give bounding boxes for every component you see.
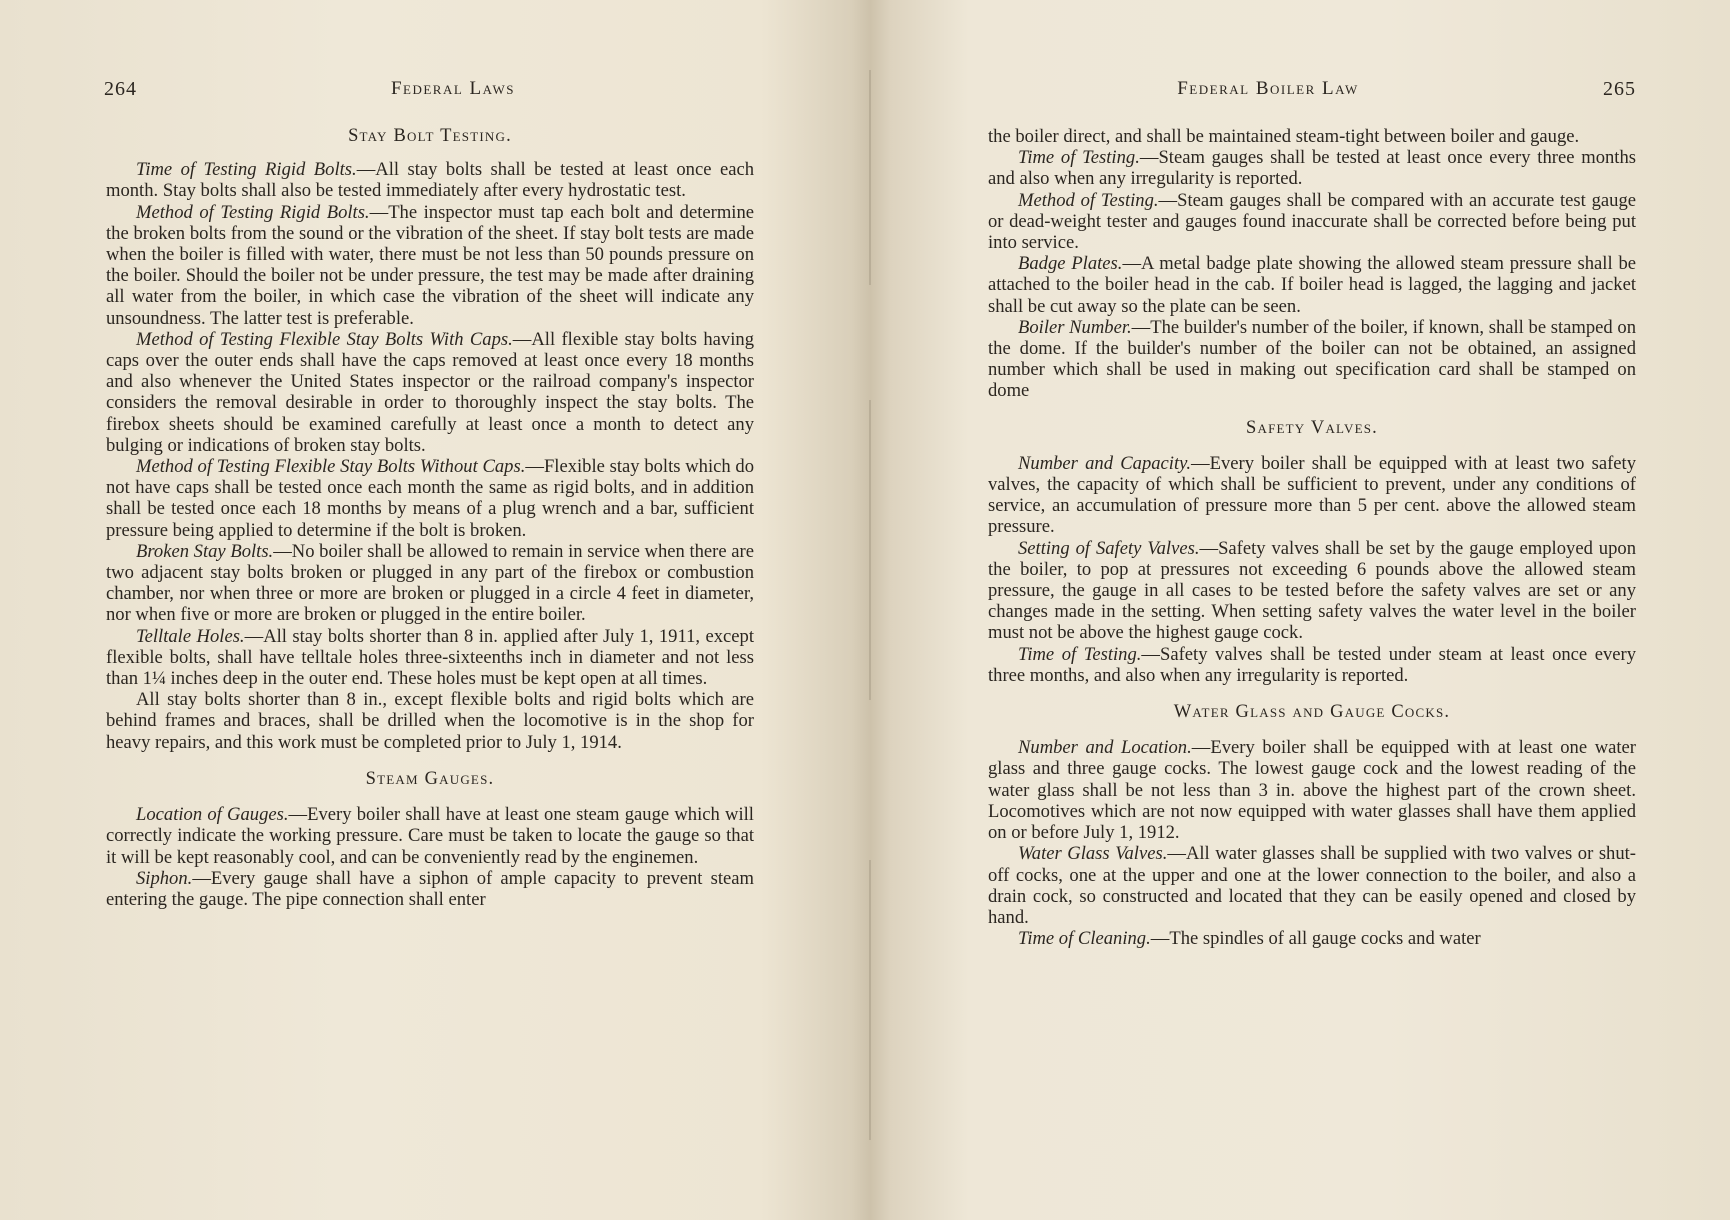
- paragraph-text: —Every boiler shall have at least one steam gauge which will correctly indicate the working pressure. Care must be taken to locate the gauge so that it will be kept reasonably cool, and can be conveniently read by the enginemen.: [106, 804, 754, 868]
- paragraph: [106, 202, 754, 329]
- paragraph-text: —The inspector must tap each bolt and determine the broken bolts from the sound or the vibration of the sheet. If stay bolt tests are made when the boiler is filled with water, there must be not less than 50 pounds pressure on the boiler. Should the boiler not be under pressure, the test may be made after draining all water from the boiler, in which case the vibration of the sheet will indicate any unsoundness. The latter test is preferable.: [106, 201, 754, 329]
- section-heading: Stay Bolt Testing.: [348, 126, 512, 146]
- paragraph: [988, 928, 1636, 949]
- paragraph: [988, 538, 1636, 644]
- paragraph-lead: Method of Testing Flexible Stay Bolts With Caps.: [136, 328, 513, 350]
- paragraph-text: —All flexible stay bolts having caps over the outer ends shall have the caps removed at least once every 18 months and also whenever the United States inspector or the railroad company's inspector considers the removal desirable in order to thoroughly inspect the stay bolts. The firebox sheets should be examined carefully at least once a month to detect any bulging or indications of broken stay bolts.: [106, 328, 754, 456]
- paragraph: [106, 804, 754, 868]
- paragraph: [106, 868, 754, 910]
- paragraph-lead: Method of Testing Rigid Bolts.: [136, 201, 370, 223]
- left-page-header: [0, 78, 866, 108]
- paragraph: [988, 317, 1636, 402]
- section-heading: Water Glass and Gauge Cocks.: [1173, 702, 1451, 723]
- paragraph-lead: Water Glass Valves.: [1018, 843, 1168, 865]
- paragraph: [106, 626, 754, 690]
- paragraph-lead: Number and Capacity.: [1018, 452, 1191, 474]
- paragraph: [988, 453, 1636, 538]
- paragraph-lead: Badge Plates.: [1018, 253, 1123, 275]
- paragraph: [106, 159, 754, 201]
- paragraph-lead: Siphon.: [136, 867, 193, 889]
- paragraph: [988, 737, 1636, 843]
- paragraph: [988, 843, 1636, 928]
- paragraph-text: —Every boiler shall be equipped with at least two safety valves, the capacity of which shall be sufficient to prevent, under any conditions of service, an accumulation of pressure more than 5 per cent. above the allowed steam pressure.: [988, 452, 1636, 538]
- right-text-column: [988, 126, 1636, 949]
- paragraph: [988, 190, 1636, 254]
- paragraph: [988, 147, 1636, 189]
- paragraph-text: —Safety valves shall be set by the gauge employed upon the boiler, to pop at pressures not exceeding 6 pounds above the allowed steam pressure, the gauge in all cases to be tested before the safety valves are set or any changes made in the setting. When setting safety valves the water level in the boiler must not be above the highest gauge cock.: [988, 537, 1636, 644]
- paragraph-text: —Safety valves shall be tested under steam at least once every three months, and also when any irregularity is reported.: [988, 643, 1636, 686]
- paragraph: [106, 456, 754, 541]
- paragraph-text: —The spindles of all gauge cocks and water: [1150, 928, 1481, 950]
- paragraph-text: —Steam gauges shall be compared with an accurate test gauge or dead-weight tester and gauges found inaccurate shall be corrected before being put into service.: [988, 189, 1636, 254]
- paragraph: [988, 126, 1636, 147]
- paragraph-lead: Boiler Number.: [1018, 316, 1132, 338]
- paragraph-lead: Time of Testing Rigid Bolts.: [136, 159, 357, 181]
- paragraph: [988, 644, 1636, 686]
- paragraph-lead: Location of Gauges.: [136, 804, 289, 826]
- paragraph-text: —The builder's number of the boiler, if known, shall be stamped on the dome. If the builder's number of the boiler can not be obtained, an assigned number which shall be used in making out specification card shall be stamped on dome: [988, 316, 1636, 402]
- section-heading: Steam Gauges.: [365, 768, 495, 789]
- paragraph-text: —Every gauge shall have a siphon of ample capacity to prevent steam entering the gauge. The pipe connection shall enter: [106, 867, 754, 910]
- paragraph-lead: Setting of Safety Valves.: [1018, 537, 1200, 559]
- paragraph: [106, 329, 754, 456]
- paragraph-text: —No boiler shall be allowed to remain in service when there are two adjacent stay bolts broken or plugged in any part of the firebox or combustion chamber, nor when three or more are broken or plugged in a circle 4 feet in diameter, nor when five or more are broken or plugged in the entire boiler.: [106, 540, 754, 626]
- running-head: Federal Boiler Law: [1177, 78, 1359, 99]
- left-text-column: [106, 126, 754, 910]
- page-number: 264: [104, 78, 137, 100]
- paragraph-lead: Time of Cleaning.: [1018, 928, 1151, 950]
- paragraph-lead: Time of Testing.: [1018, 643, 1142, 665]
- paragraph-lead: Time of Testing.: [1018, 147, 1140, 169]
- paragraph-lead: Telltale Holes.: [136, 625, 245, 647]
- paragraph-text: —Steam gauges shall be tested at least once every three months and also when any irregularity is reported.: [988, 147, 1636, 190]
- right-page: [866, 0, 1730, 1220]
- paragraph: [106, 541, 754, 626]
- paragraph: [106, 689, 754, 753]
- paragraph-lead: Method of Testing Flexible Stay Bolts Without Caps.: [136, 456, 526, 478]
- paragraph-text: —All stay bolts shorter than 8 in. applied after July 1, 1911, except flexible bolts, shall have telltale holes three-sixteenths inch in diameter and not less than 1¼ inches deep in the outer end. These holes must be kept open at all times.: [106, 625, 754, 690]
- paragraph-text: —Flexible stay bolts which do not have caps shall be tested once each month the same as rigid bolts, and in addition shall be tested once each 18 months by means of a plug wrench and a bar, sufficient pressure being applied to determine if the bolt is broken.: [106, 456, 754, 541]
- paragraph-text: the boiler direct, and shall be maintained steam-tight between boiler and gauge.: [988, 126, 1580, 147]
- paragraph-lead: Method of Testing.: [1018, 189, 1159, 211]
- section-heading: Safety Valves.: [1246, 417, 1378, 438]
- paragraph-text: —All stay bolts shall be tested at least once each month. Stay bolts shall also be tested immediately after every hydrostatic test.: [106, 159, 754, 202]
- paragraph-lead: Number and Location.: [1018, 737, 1192, 759]
- right-page-header: [866, 78, 1730, 108]
- paragraph-lead: Broken Stay Bolts.: [136, 540, 274, 562]
- paragraph-text: —A metal badge plate showing the allowed steam pressure shall be attached to the boiler head in the cab. If boiler head is lagged, the lagging and jacket shall be cut away so the plate can be seen.: [988, 253, 1636, 317]
- running-head: Federal Laws: [390, 78, 516, 99]
- page-number: 265: [1603, 78, 1636, 100]
- paragraph-text: —All water glasses shall be supplied with two valves or shut-off cocks, one at the upper and one at the lower connection to the boiler, and also a drain cock, so constructed and located that they can be easily opened and closed by hand.: [988, 843, 1637, 928]
- paragraph-text: All stay bolts shorter than 8 in., except flexible bolts and rigid bolts which are behind frames and braces, shall be drilled when the locomotive is in the shop for heavy repairs, and this work must be completed prior to July 1, 1914.: [106, 689, 754, 753]
- paragraph-text: —Every boiler shall be equipped with at least one water glass and three gauge cocks. The lowest gauge cock and the lowest reading of the water glass shall be not less than 3 in. above the highest part of the crown sheet. Locomotives which are not now equipped with water glasses shall have them applied on or before July 1, 1912.: [988, 737, 1636, 844]
- paragraph: [988, 253, 1636, 317]
